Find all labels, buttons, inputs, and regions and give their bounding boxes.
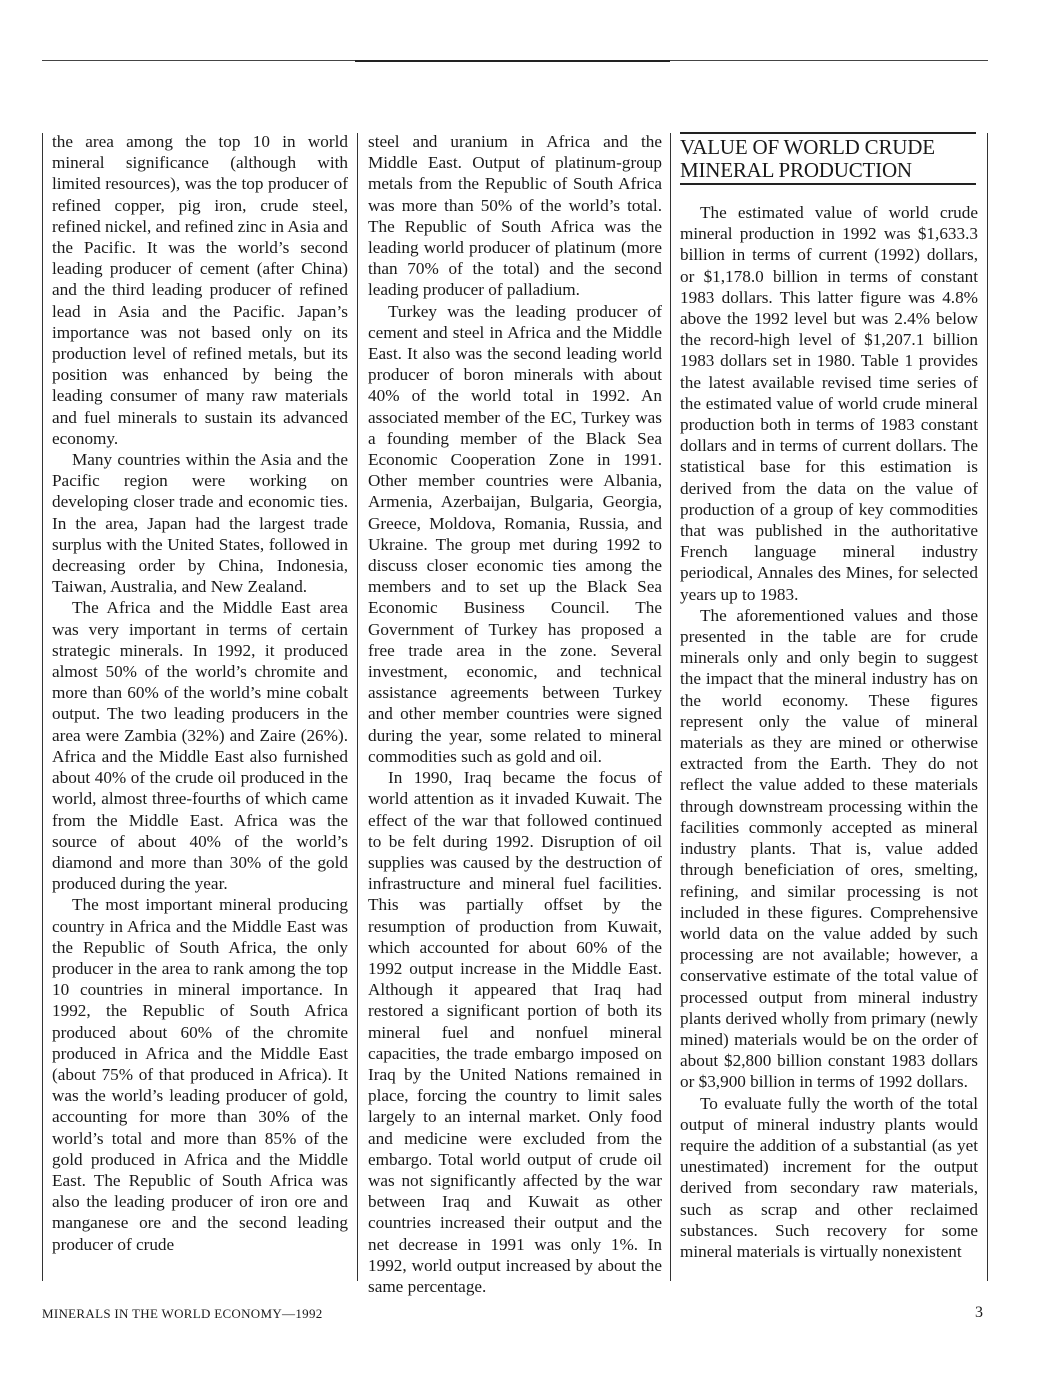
paragraph: The aforementioned values and those presented in the table are for crude minerals only and only begin to suggest the impact that the mineral industry has on the world economy. These figures represent only the value of mineral materials as they are mined or otherwise extracted from the Earth. They do not reflect the value added to these materials through downstream processing within the facilities commonly accepted as mineral industry plants. That is, value added through beneficiation of ores, smelting, refining, and similar processing is not included in these figures. Comprehensive world data on the value added by such processing are not available; however, a conservative estimate of the total value of processed output from mineral industry plants derived wholly from primary (newly mined) materials would be on the order of about $2,800 billion constant 1983 dollars or $3,900 billion in terms of 1992 dollars. [680, 605, 978, 1092]
paragraph: Turkey was the leading producer of cement and steel in Africa and the Middle East. It also was the second leading world producer of boron minerals with about 40% of the world total in 1992. An associated member of the EC, Turkey was a founding member of the Black Sea Economic Cooperation Zone in 1991. Other member countries were Albania, Armenia, Azerbaijan, Bulgaria, Georgia, Greece, Moldova, Romania, Russia, and Ukraine. The group met during 1992 to discuss closer economic ties among the members and to set up the Black Sea Economic Business Council. The Government of Turkey has proposed a free trade area in the zone. Several investment, economic, and technical assistance agreements between Turkey and other member countries were signed during the year, some related to mineral commodities such as gold and oil. [368, 301, 662, 766]
column-rule [670, 133, 671, 1281]
paragraph: Many countries within the Asia and the Pacific region were working on developing closer trade and economic ties. In the area, Japan had the largest trade surplus with the United States, followed in decreasing order by China, Indonesia, Taiwan, Australia, and New Zealand. [52, 450, 348, 597]
paragraph: In 1990, Iraq became the focus of world attention as it invaded Kuwait. The effect of the war that followed continued to be felt during 1992. Disruption of oil supplies was caused by the destruction of infrastructure and mineral fuel facilities. This was partially offset by the resumption of production from Kuwait, which accounted for about 60% of the 1992 output increase in the Middle East. Although it appeared that Iraq had restored a significant portion of both its mineral fuel and nonfuel mineral capacities, the trade embargo imposed on Iraq by the United Nations remained in place, forcing the country to limit sales largely to an internal market. Only food and medicine were excluded from the embargo. Total world output of crude oil was not significantly affected by the war between Iraq and Kuwait as other countries increased their output and the net decrease in 1991 was only 1%. In 1992, world output increased by about the same percentage. [368, 768, 662, 1296]
paragraph: the area among the top 10 in world mineral significance (although with limited resources), was the top producer of refined copper, pig iron, crude steel, refined nickel, and refined zinc in Asia and the Pacific. It was the world’s second leading producer of cement (after China) and the third leading producer of refined lead in Asia and the Pacific. Japan’s importance was not based only on its production level of refined metals, but its position was enhanced by being the leading consumer of many raw materials and fuel minerals to sustain its advanced economy. [52, 132, 348, 448]
paragraph: The Africa and the Middle East area was very important in terms of certain strategic minerals. In 1992, it produced almost 50% of the world’s chromite and more than 60% of the world’s mine cobalt output. The two leading producers in the area were Zambia (32%) and Zaire (26%). Africa and the Middle East also furnished about 40% of the crude oil produced in the world, almost three-fourths of which came from the Middle East. Africa was the source of about 40% of the world’s diamond and more than 30% of the gold produced during the year. [52, 598, 348, 894]
paragraph: The estimated value of world crude mineral production in 1992 was $1,633.3 billion in terms of current (1992) dollars, or $1,178.0 billion in terms of constant 1983 dollars. This latter figure was 4.8% above the 1992 level but was 2.4% below the record-high level of $1,207.1 billion 1983 dollars set in 1980. Table 1 provides the latest available revised time series of the estimated value of world crude mineral production both in terms of 1983 constant dollars and in terms of current dollars. The statistical base for this estimation is derived from the data on the value of production of a group of key commodities that was published in the authoritative French language mineral industry periodical, Annales des Mines, for selected years up to 1983. [680, 203, 978, 604]
text-column-2 [368, 131, 662, 1297]
section-heading: VALUE OF WORLD CRUDE MINERAL PRODUCTION [680, 135, 935, 182]
column-rule [357, 133, 358, 1281]
paragraph: steel and uranium in Africa and the Middle East. Output of platinum-group metals from the Republic of South Africa was more than 50% of the world’s total. The Republic of South Africa was the leading world producer of platinum (more than 70% of the total) and the second leading producer of palladium. [368, 132, 662, 300]
column-rule [42, 133, 43, 1281]
paragraph: To evaluate fully the worth of the total output of mineral industry plants would require the addition of a substantial (as yet unestimated) increment for the output derived from secondary raw materials, such as scrap and other reclaimed substances. Such recovery for some mineral materials is virtually nonexistent [680, 1093, 978, 1261]
text-column-1 [52, 131, 348, 1255]
header-rule-accent [355, 60, 670, 62]
paragraph: The most important mineral producing country in Africa and the Middle East was the Republic of South Africa, the only producer in the area to rank among the top 10 countries in mineral importance. In 1992, the Republic of South Africa produced about 60% of the chromite produced in Africa and the Middle East (about 75% of that produced in Africa). It was the world’s leading producer of gold, accounting for more than 30% of the world’s total and more than 85% of the gold produced in Africa and the Middle East. The Republic of South Africa was also the leading producer of iron ore and manganese ore and the second leading producer of crude [52, 895, 348, 1254]
text-column-3 [680, 202, 978, 1262]
column-rule [987, 133, 988, 1281]
page-number: 3 [975, 1304, 983, 1321]
section-heading-box [680, 132, 976, 185]
running-footer-title: MINERALS IN THE WORLD ECONOMY—1992 [42, 1306, 323, 1321]
